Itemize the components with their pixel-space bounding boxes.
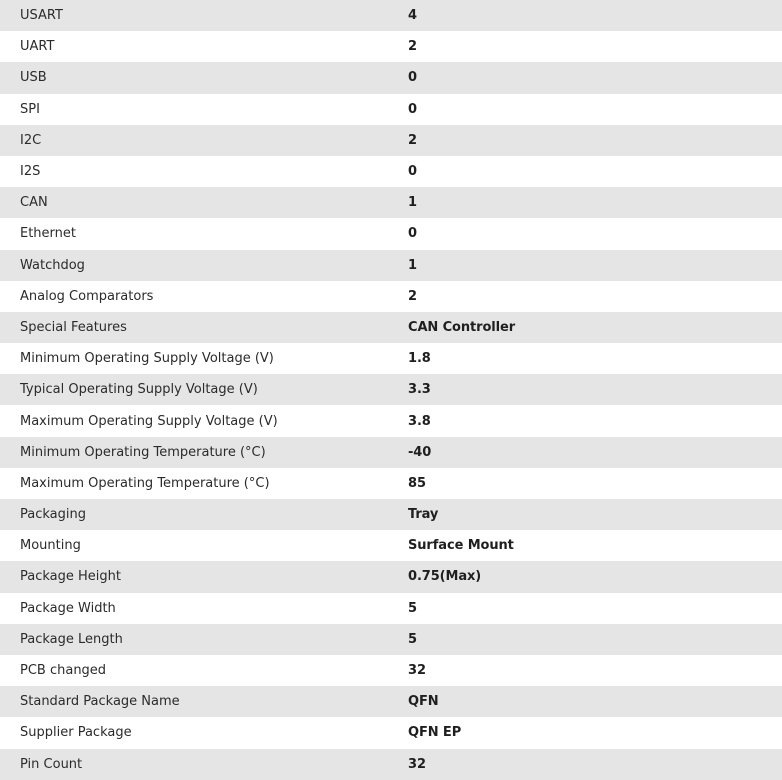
spec-value: 2: [408, 132, 417, 148]
spec-value: 0: [408, 70, 417, 86]
spec-value: 0.75(Max): [408, 569, 482, 585]
spec-label: Analog Comparators: [20, 288, 154, 304]
spec-row: [0, 468, 782, 499]
spec-row: [0, 499, 782, 530]
spec-value: 5: [408, 600, 417, 616]
spec-value: CAN Controller: [408, 319, 516, 335]
spec-value: 1: [408, 195, 417, 211]
spec-row: [0, 655, 782, 686]
spec-label: USB: [20, 70, 47, 86]
spec-value: -40: [408, 444, 432, 460]
spec-label: Minimum Operating Supply Voltage (V): [20, 351, 274, 367]
spec-row: [0, 156, 782, 187]
spec-value: 5: [408, 631, 417, 647]
spec-value: 1: [408, 257, 417, 273]
spec-label: I2C: [20, 132, 42, 148]
spec-label: Pin Count: [20, 756, 83, 772]
spec-label: Minimum Operating Temperature (°C): [20, 444, 266, 460]
spec-row: [0, 250, 782, 281]
spec-value: 3.8: [408, 413, 431, 429]
spec-label: Special Features: [20, 319, 127, 335]
spec-row: [0, 717, 782, 748]
spec-label: CAN: [20, 195, 48, 211]
spec-label: PCB changed: [20, 663, 107, 679]
spec-value: 3.3: [408, 382, 431, 398]
spec-row: [0, 0, 782, 31]
spec-row: [0, 405, 782, 436]
spec-value: 2: [408, 288, 417, 304]
spec-value: QFN: [408, 694, 439, 710]
spec-value: QFN EP: [408, 725, 462, 741]
spec-label: UART: [20, 39, 55, 55]
spec-row: [0, 281, 782, 312]
spec-label: Package Length: [20, 631, 123, 647]
spec-row: [0, 187, 782, 218]
spec-label: Packaging: [20, 507, 86, 523]
spec-value: 32: [408, 663, 426, 679]
spec-label: I2S: [20, 164, 41, 180]
spec-row: [0, 530, 782, 561]
spec-label: Supplier Package: [20, 725, 132, 741]
spec-label: Maximum Operating Supply Voltage (V): [20, 413, 278, 429]
spec-row: [0, 624, 782, 655]
spec-label: Package Height: [20, 569, 121, 585]
spec-value: 0: [408, 164, 417, 180]
spec-row: [0, 62, 782, 93]
spec-value: 1.8: [408, 351, 431, 367]
spec-value: Tray: [408, 507, 439, 523]
spec-value: 4: [408, 8, 417, 24]
spec-value: 32: [408, 756, 426, 772]
spec-label: Ethernet: [20, 226, 76, 242]
spec-value: 85: [408, 475, 426, 491]
spec-label: Package Width: [20, 600, 116, 616]
spec-value: Surface Mount: [408, 538, 514, 554]
spec-row: [0, 125, 782, 156]
spec-row: [0, 593, 782, 624]
spec-label: Standard Package Name: [20, 694, 180, 710]
spec-label: Mounting: [20, 538, 81, 554]
spec-row: [0, 374, 782, 405]
spec-row: [0, 218, 782, 249]
spec-row: [0, 94, 782, 125]
spec-row: [0, 312, 782, 343]
spec-value: 0: [408, 101, 417, 117]
spec-label: SPI: [20, 101, 40, 117]
spec-row: [0, 343, 782, 374]
spec-label: Maximum Operating Temperature (°C): [20, 475, 270, 491]
spec-row: [0, 561, 782, 592]
spec-label: Typical Operating Supply Voltage (V): [20, 382, 258, 398]
spec-label: Watchdog: [20, 257, 85, 273]
spec-value: 2: [408, 39, 417, 55]
spec-row: [0, 749, 782, 780]
spec-value: 0: [408, 226, 417, 242]
spec-row: [0, 31, 782, 62]
spec-label: USART: [20, 8, 63, 24]
spec-row: [0, 437, 782, 468]
spec-row: [0, 686, 782, 717]
